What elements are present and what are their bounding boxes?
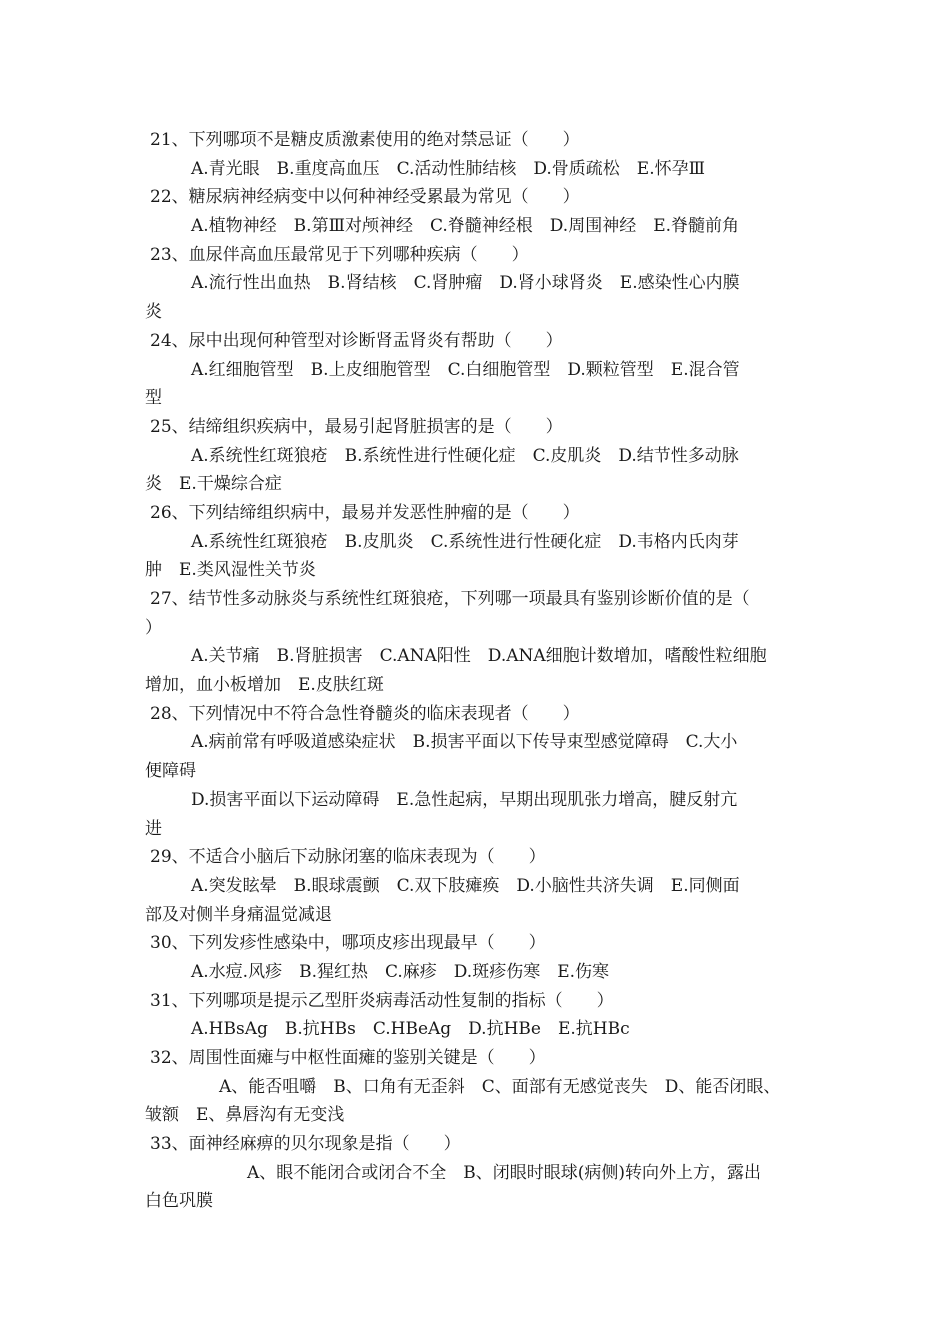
question-line: 28、下列情况中不符合急性脊髓炎的临床表现者（ ）: [150, 703, 580, 724]
question-line: 25、结缔组织疾病中，最易引起肾脏损害的是（ ）: [150, 416, 563, 437]
question-line: 31、下列哪项是提示乙型肝炎病毒活动性复制的指标（ ）: [150, 990, 614, 1011]
options-line: A.流行性出血热 B.肾结核 C.肾肿瘤 D.肾小球肾炎 E.感染性心内膜: [191, 273, 740, 294]
question-line: 32、周围性面瘫与中枢性面瘫的鉴别关键是（ ）: [150, 1048, 546, 1068]
options-line: A.关节痛 B.肾脏损害 C.ANA阳性 D.ANA细胞计数增加，嗜酸性粒细胞: [191, 646, 767, 667]
continuation-line: 便障碍: [145, 761, 196, 782]
options-line: A、能否咀嚼 B、口角有无歪斜 C、面部有无感觉丧失 D、能否闭眼、: [219, 1076, 781, 1097]
question-line: 29、不适合小脑后下动脉闭塞的临床表现为（ ）: [150, 847, 546, 868]
continuation-line: 炎 E.干燥综合症: [145, 474, 282, 495]
continuation-line: 进: [145, 818, 162, 839]
continuation-line: 型: [145, 388, 162, 409]
options-line: A.植物神经 B.第Ⅲ对颅神经 C.脊髓神经根 D.周围神经 E.脊髓前角: [191, 216, 740, 237]
question-line: 27、结节性多动脉炎与系统性红斑狼疮，下列哪一项最具有鉴别诊断价值的是（: [150, 589, 750, 609]
question-line: 26、下列结缔组织病中，最易并发恶性肿瘤的是（ ）: [150, 502, 580, 523]
options-line: A.青光眼 B.重度高血压 C.活动性肺结核 D.骨质疏松 E.怀孕Ⅲ: [191, 158, 706, 179]
options-line: A、眼不能闭合或闭合不全 B、闭眼时眼球(病侧)转向外上方，露出: [247, 1162, 762, 1183]
options-line: A.病前常有呼吸道感染症状 B.损害平面以下传导束型感觉障碍 C.大小: [191, 732, 738, 753]
question-list: [145, 126, 810, 1216]
options-line: D.损害平面以下运动障碍 E.急性起病，早期出现肌张力增高，腱反射亢: [191, 789, 738, 810]
question-line: 24、尿中出现何种管型对诊断肾盂肾炎有帮助（ ）: [150, 330, 563, 351]
options-line: A.HBsAg B.抗HBs C.HBeAg D.抗HBe E.抗HBc: [191, 1019, 630, 1040]
continuation-line: 皱额 E、鼻唇沟有无变浅: [145, 1105, 345, 1126]
question-line: 30、下列发疹性感染中，哪项皮疹出现最早（ ）: [150, 933, 546, 954]
question-line: 33、面神经麻痹的贝尔现象是指（ ）: [150, 1134, 461, 1155]
continuation-line: 增加，血小板增加 E.皮肤红斑: [145, 675, 384, 696]
continuation-line: 白色巩膜: [145, 1191, 213, 1212]
options-line: A.系统性红斑狼疮 B.皮肌炎 C.系统性进行性硬化症 D.韦格内氏肉芽: [191, 531, 739, 552]
options-line: A.水痘.风疹 B.猩红热 C.麻疹 D.斑疹伤寒 E.伤寒: [191, 961, 610, 982]
question-line: 22、糖尿病神经病变中以何种神经受累最为常见（ ）: [150, 187, 580, 208]
continuation-line: ）: [145, 617, 162, 638]
continuation-line: 肿 E.类风湿性关节炎: [145, 560, 316, 581]
question-line: 23、血尿伴高血压最常见于下列哪种疾病（ ）: [150, 244, 529, 265]
options-line: A.系统性红斑狼疮 B.系统性进行性硬化症 C.皮肌炎 D.结节性多动脉: [191, 445, 739, 466]
options-line: A.红细胞管型 B.上皮细胞管型 C.白细胞管型 D.颗粒管型 E.混合管: [191, 359, 740, 380]
question-line: 21、下列哪项不是糖皮质激素使用的绝对禁忌证（ ）: [150, 130, 580, 150]
options-line: A.突发眩晕 B.眼球震颤 C.双下肢瘫痪 D.小脑性共济失调 E.同侧面: [191, 875, 740, 896]
continuation-line: 炎: [145, 302, 162, 323]
continuation-line: 部及对侧半身痛温觉减退: [145, 904, 332, 925]
